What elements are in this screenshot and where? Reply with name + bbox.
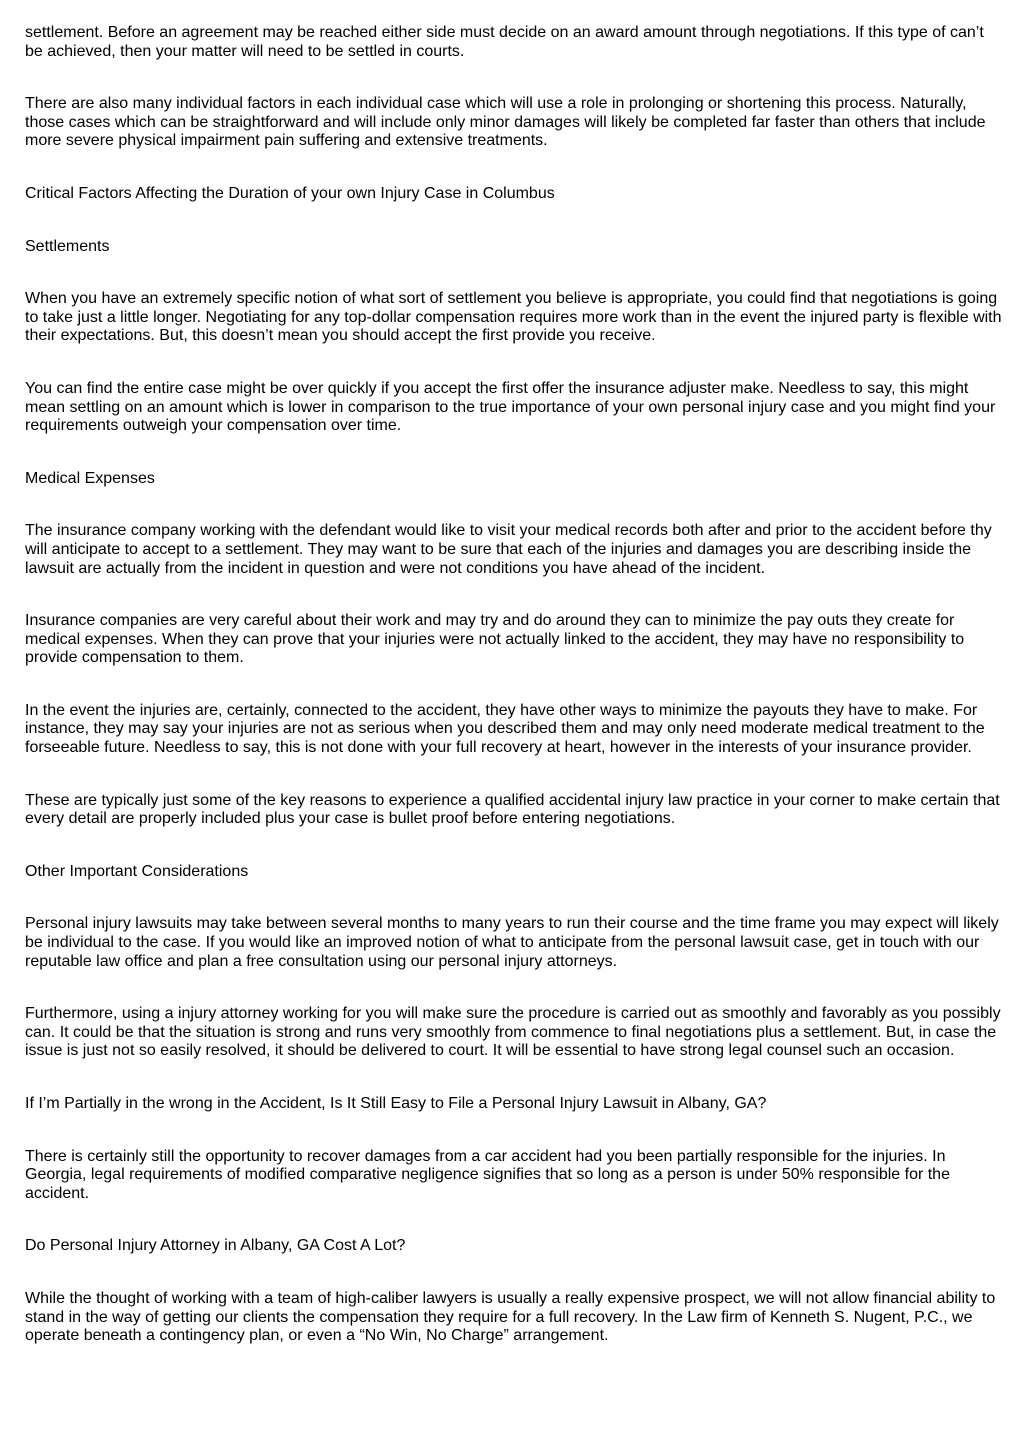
section-heading: Other Important Considerations: [25, 862, 249, 880]
section-heading: Critical Factors Affecting the Duration of your own Injury Case in Columbus: [25, 184, 555, 202]
paragraph: There is certainly still the opportunity to recover damages from a car accident had you been partially responsible for the injuries. In Georgia, legal requirements of modified comparative negligence signifies that so long as a person is under 50% responsible for the accident.: [25, 1147, 950, 1202]
paragraph: Furthermore, using a injury attorney working for you will make sure the procedure is carried out as smoothly and favorably as you possibly can. It could be that the situation is strong and runs very smoothly from commence to final negotiations plus a settlement. But, in case the issue is just not so easily resolved, it should be delivered to court. It will be essential to have strong legal counsel such an occasion.: [25, 1005, 1001, 1060]
paragraph: The insurance company working with the defendant would like to visit your medical records both after and prior to the accident before thy will anticipate to accept to a settlement. They may want to be sure that each of the injuries and damages you are describing inside the lawsuit are actually from the incident in question and were not conditions you have ahead of the incident.: [25, 522, 992, 577]
paragraph: While the thought of working with a team of high-caliber lawyers is usually a really expensive prospect, we will not allow financial ability to stand in the way of getting our clients the compensation they require for a full recovery. In the Law firm of Kenneth S. Nugent, P.C., we operate beneath a contingency plan, or even a “No Win, No Charge” arrangement.: [25, 1289, 996, 1345]
document-body: [25, 24, 1003, 1380]
section-heading: Medical Expenses: [25, 469, 155, 487]
paragraph: Personal injury lawsuits may take between several months to many years to run their course and the time frame you may expect will likely be individual to the case. If you would like an improved notion of what to anticipate from the personal lawsuit case, get in touch with our reputable law office and plan a free consultation using our personal injury attorneys.: [25, 915, 999, 970]
paragraph: These are typically just some of the key reasons to experience a qualified accidental injury law practice in your corner to make certain that every detail are properly included plus your case is bullet proof before entering negotiations.: [25, 791, 1000, 828]
section-heading: Do Personal Injury Attorney in Albany, GA Cost A Lot?: [25, 1237, 406, 1255]
paragraph: settlement. Before an agreement may be reached either side must decide on an award amount through negotiations. If this type of can’t be achieved, then your matter will need to be settled in courts.: [25, 24, 984, 60]
section-heading: Settlements: [25, 237, 110, 255]
paragraph: When you have an extremely specific notion of what sort of settlement you believe is appropriate, you could find that negotiations is going to take just a little longer. Negotiating for any top-dollar compensation requires more work than in the event the injured party is flexible with their expectations. But, this doesn’t mean you should accept the first provide you receive.: [25, 290, 1002, 345]
paragraph: In the event the injuries are, certainly, connected to the accident, they have other ways to minimize the payouts they have to make. For instance, they may say your injuries are not as serious when you described them and may only need moderate medical treatment to the forseeable future. Needless to say, this is not done with your full recovery at heart, however in the interests of your insurance provider.: [25, 701, 985, 757]
paragraph: There are also many individual factors in each individual case which will use a role in prolonging or shortening this process. Naturally, those cases which can be straightforward and will include only minor damages will likely be completed far faster than others that include more severe physical impairment pain suffering and extensive treatments.: [25, 95, 986, 150]
section-heading: If I’m Partially in the wrong in the Accident, Is It Still Easy to File a Personal Injury Lawsuit in Albany, GA?: [25, 1095, 767, 1112]
paragraph: Insurance companies are very careful about their work and may try and do around they can to minimize the pay outs they create for medical expenses. When they can prove that your injuries were not actually linked to the accident, they may have no responsibility to provide compensation to them.: [25, 612, 965, 667]
paragraph: You can find the entire case might be over quickly if you accept the first offer the insurance adjuster make. Needless to say, this might mean settling on an amount which is lower in comparison to the true importance of your own personal injury case and you might find your requirements outweigh your compensation over time.: [25, 379, 996, 435]
